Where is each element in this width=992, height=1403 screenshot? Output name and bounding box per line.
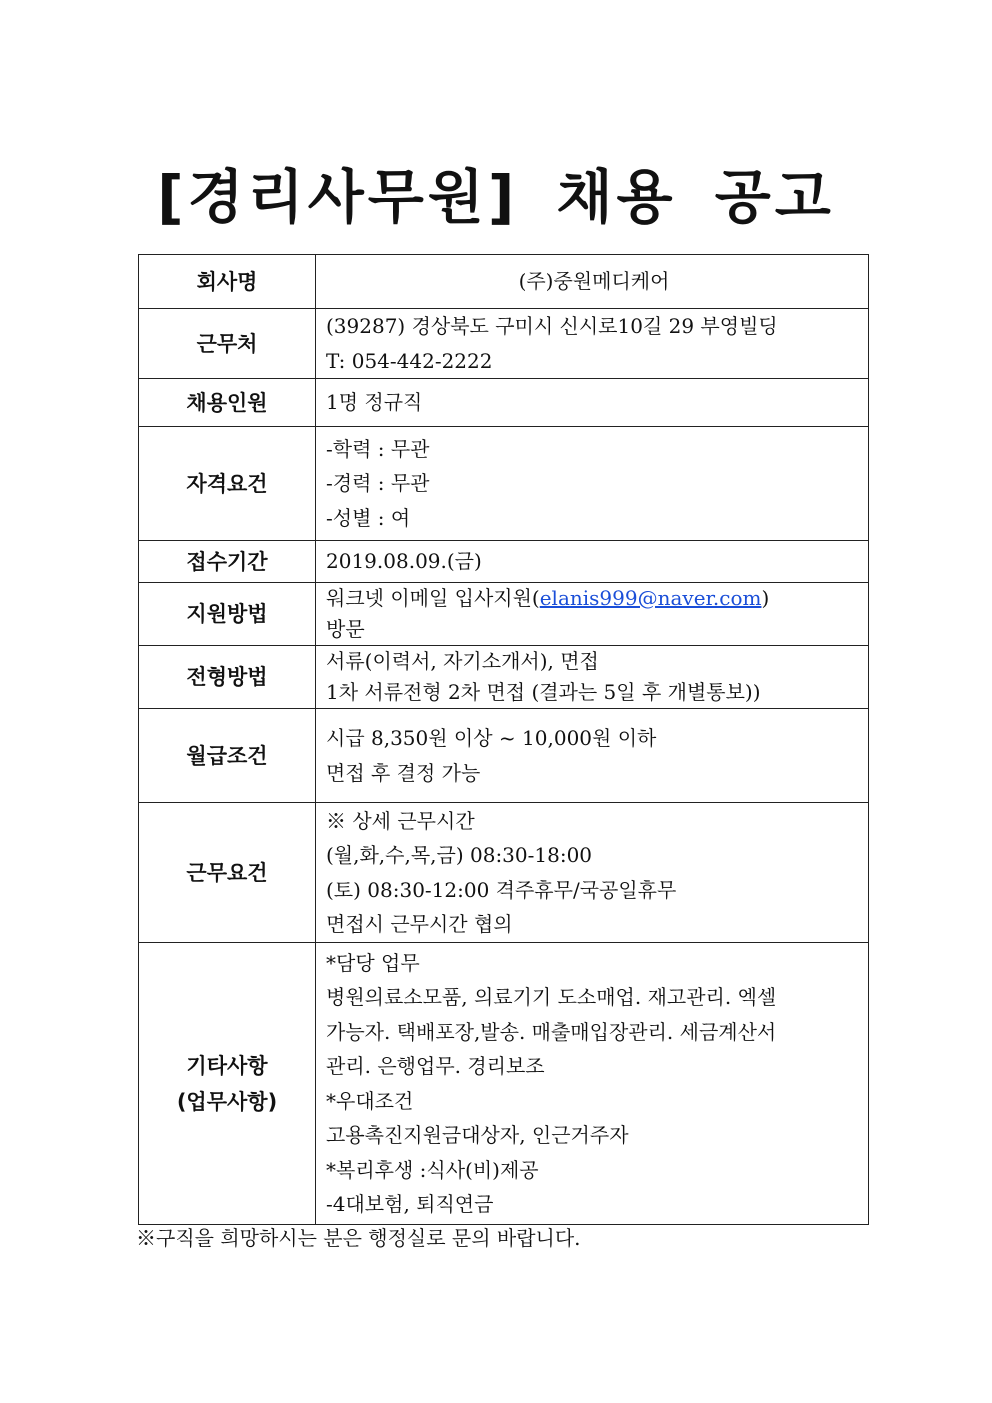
job-info-table xyxy=(138,254,869,1225)
apply-value xyxy=(316,583,869,646)
email-link[interactable]: elanis999@naver.com xyxy=(539,586,762,610)
salary-label: 월급조건 xyxy=(139,709,316,803)
period-value xyxy=(316,541,869,583)
hours-note: 면접시 근무시간 협의 xyxy=(326,912,513,936)
headcount-value xyxy=(316,379,869,427)
workplace-label: 근무처 xyxy=(139,309,316,379)
hours-heading: ※ 상세 근무시간 xyxy=(326,808,475,833)
hours-saturday: (토) 08:30-12:00 격주휴무/국공일휴무 xyxy=(326,877,677,902)
apply-suffix: ) xyxy=(761,586,770,610)
table-row xyxy=(139,583,869,646)
selection-process: 1차 서류전형 2차 면접 (결과는 5일 후 개별통보)) xyxy=(326,680,761,704)
period-label: 접수기간 xyxy=(139,541,316,583)
page-title: [경리사무원] 채용 공고 xyxy=(157,163,835,231)
requirements-value xyxy=(316,427,869,541)
workplace-phone: T: 054-442-2222 xyxy=(326,348,493,373)
etc-value xyxy=(316,943,869,1225)
requirements-label: 자격요건 xyxy=(139,427,316,541)
etc-line: 병원의료소모품, 의료기기 도소매업. 재고관리. 엑셀 xyxy=(326,985,777,1009)
company-label: 회사명 xyxy=(139,255,316,309)
requirement-gender: -성별 : 여 xyxy=(326,505,411,530)
etc-line: *우대조건 xyxy=(326,1088,414,1113)
salary-range: 시급 8,350원 이상 ~ 10,000원 이하 xyxy=(326,726,657,750)
headcount-label: 채용인원 xyxy=(139,379,316,427)
headcount-text: 1명 정규직 xyxy=(326,390,423,415)
etc-line: *복리후생 :식사(비)제공 xyxy=(326,1157,539,1182)
salary-note: 면접 후 결정 가능 xyxy=(326,760,481,785)
etc-label-line2: (업무사항) xyxy=(176,1089,278,1114)
etc-line: *담당 업무 xyxy=(326,950,420,975)
table-row xyxy=(139,309,869,379)
table-row xyxy=(139,709,869,803)
hours-label: 근무요건 xyxy=(139,803,316,943)
selection-value xyxy=(316,646,869,709)
table-row xyxy=(139,803,869,943)
period-text: 2019.08.09.(금) xyxy=(326,549,482,574)
hours-weekday: (월,화,수,목,금) 08:30-18:00 xyxy=(326,843,593,867)
apply-label: 지원방법 xyxy=(139,583,316,646)
apply-prefix: 워크넷 이메일 입사지원( xyxy=(326,586,540,610)
etc-line: -4대보험, 퇴직연금 xyxy=(326,1192,494,1216)
table-row xyxy=(139,943,869,1225)
etc-label-line1: 기타사항 xyxy=(186,1053,268,1078)
table-row xyxy=(139,255,869,309)
table-row xyxy=(139,379,869,427)
apply-visit: 방문 xyxy=(326,617,365,641)
selection-documents: 서류(이력서, 자기소개서), 면접 xyxy=(326,649,599,673)
table-row xyxy=(139,427,869,541)
company-value: (주)중원메디케어 xyxy=(316,255,869,309)
table-row xyxy=(139,646,869,709)
etc-label xyxy=(139,943,316,1225)
etc-line: 고용촉진지원금대상자, 인근거주자 xyxy=(326,1123,629,1147)
table-row xyxy=(139,541,869,583)
requirement-experience: -경력 : 무관 xyxy=(326,471,430,496)
hours-value xyxy=(316,803,869,943)
requirement-education: -학력 : 무관 xyxy=(326,436,430,461)
etc-line: 가능자. 택배포장,발송. 매출매입장관리. 세금계산서 xyxy=(326,1019,777,1044)
workplace-value xyxy=(316,309,869,379)
etc-line: 관리. 은행업무. 경리보조 xyxy=(326,1054,545,1078)
workplace-address: (39287) 경상북도 구미시 신시로10길 29 부영빌딩 xyxy=(326,314,778,338)
selection-label: 전형방법 xyxy=(139,646,316,709)
salary-value xyxy=(316,709,869,803)
apply-email-line xyxy=(326,583,862,614)
footnote: ※구직을 희망하시는 분은 행정실로 문의 바랍니다. xyxy=(136,1226,581,1250)
